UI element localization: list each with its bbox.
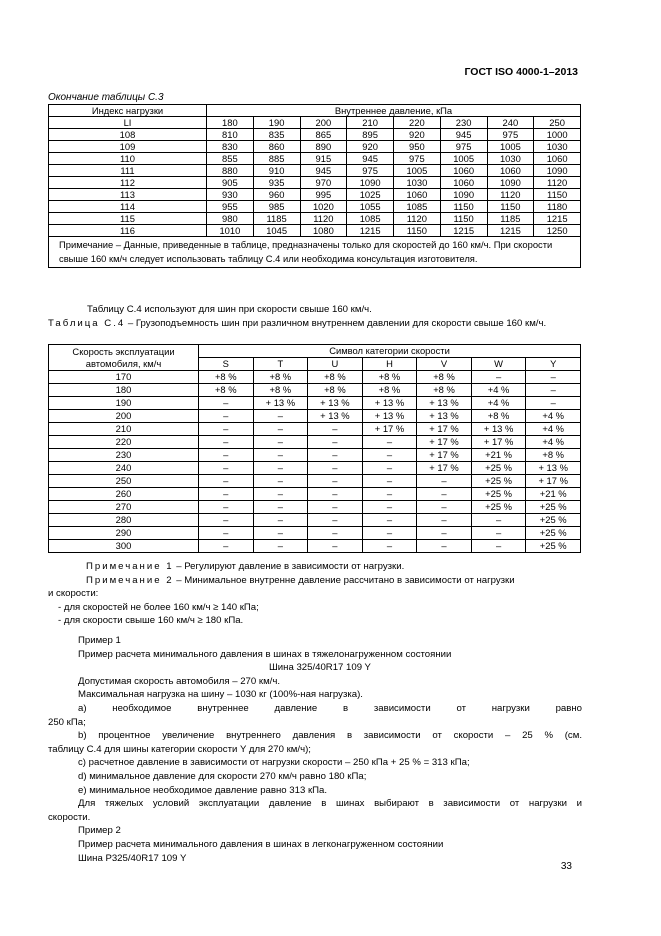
load-value-cell: 1150 (440, 213, 487, 225)
load-value-cell: 1025 (347, 189, 394, 201)
load-value-cell: 1185 (253, 213, 300, 225)
increase-cell: – (199, 501, 254, 514)
increase-cell: +4 % (526, 436, 581, 449)
speed-symbol-header-cell: W (471, 358, 526, 371)
increase-cell: + 17 % (417, 436, 472, 449)
increase-cell: – (199, 410, 254, 423)
increase-cell: +4 % (526, 423, 581, 436)
table-row (49, 225, 581, 237)
pressure-header-cell: 210 (347, 117, 394, 129)
increase-cell: +8 % (417, 384, 472, 397)
increase-cell: +8 % (362, 384, 417, 397)
load-value-cell: 1150 (487, 201, 534, 213)
example-1-step-c: c) расчетное давление в зависимости от нагрузки скорости – 250 кПа + 25 % = 313 кПа; (78, 757, 470, 769)
increase-cell: + 13 % (417, 397, 472, 410)
table-row (49, 423, 581, 436)
table3-caption: Окончание таблицы С.3 (48, 92, 164, 103)
example-1-step-d: d) минимальное давление для скорости 270 км/ч равно 180 кПа; (78, 770, 367, 782)
load-value-cell: 920 (394, 129, 441, 141)
load-pressure-table (48, 104, 581, 268)
load-index-cell: 112 (49, 177, 207, 189)
increase-cell: +8 % (308, 371, 363, 384)
speed-cell: 170 (49, 371, 199, 384)
load-value-cell: 945 (347, 153, 394, 165)
note-bullet-2: - для скорости свыше 160 км/ч ≥ 180 кПа. (58, 615, 244, 627)
load-value-cell: 980 (207, 213, 254, 225)
increase-cell: – (199, 475, 254, 488)
increase-cell: +8 % (417, 371, 472, 384)
speed-cell: 230 (49, 449, 199, 462)
increase-cell: +8 % (308, 384, 363, 397)
example-1-load: Максимальная нагрузка на шину – 1030 кг (100%-ная нагрузка). (78, 689, 363, 701)
load-value-cell: 915 (300, 153, 347, 165)
increase-cell: – (308, 501, 363, 514)
load-value-cell: 1150 (534, 189, 581, 201)
increase-cell: – (253, 475, 308, 488)
col-header-speed-line1: Скорость эксплуатации (72, 345, 175, 357)
increase-cell: +25 % (471, 488, 526, 501)
increase-cell: – (308, 423, 363, 436)
load-value-cell: 1045 (253, 225, 300, 237)
load-value-cell: 1090 (487, 177, 534, 189)
increase-cell: – (417, 488, 472, 501)
example-2-tire: Шина P325/40R17 109 Y (78, 852, 187, 864)
increase-cell: +8 % (471, 410, 526, 423)
increase-cell: +25 % (471, 462, 526, 475)
increase-cell: – (362, 475, 417, 488)
pressure-header-cell: 200 (300, 117, 347, 129)
load-value-cell: 975 (487, 129, 534, 141)
increase-cell: – (526, 384, 581, 397)
load-value-cell: 1080 (300, 225, 347, 237)
load-value-cell: 950 (394, 141, 441, 153)
increase-cell: – (362, 527, 417, 540)
increase-cell: – (308, 449, 363, 462)
load-value-cell: 1060 (440, 165, 487, 177)
example-1-title: Пример 1 (78, 635, 121, 646)
load-value-cell: 1060 (440, 177, 487, 189)
col-header-speed-line2: автомобиля, км/ч (85, 357, 162, 369)
load-value-cell: 1215 (347, 225, 394, 237)
table4-caption-label: Таблица С.4 (48, 318, 126, 329)
load-value-cell: 1215 (487, 225, 534, 237)
increase-cell: + 13 % (526, 462, 581, 475)
load-value-cell: 970 (300, 177, 347, 189)
speed-symbol-header-cell: Y (526, 358, 581, 371)
load-value-cell: 1005 (440, 153, 487, 165)
example-1-step-b-cont: таблицу С.4 для шины категории скорости Y для 270 км/ч); (48, 743, 311, 755)
increase-cell: – (253, 488, 308, 501)
table-row (49, 397, 581, 410)
load-index-cell: 111 (49, 165, 207, 177)
pressure-header-cell: 190 (253, 117, 300, 129)
load-index-cell: 110 (49, 153, 207, 165)
load-value-cell: 1090 (440, 189, 487, 201)
increase-cell: – (526, 371, 581, 384)
table-row (49, 462, 581, 475)
load-value-cell: 905 (207, 177, 254, 189)
table-row (49, 514, 581, 527)
document-header: ГОСТ ISO 4000-1–2013 (464, 66, 578, 78)
table-row (49, 189, 581, 201)
note-1 (48, 560, 582, 574)
load-value-cell: 985 (253, 201, 300, 213)
load-value-cell: 1060 (394, 189, 441, 201)
increase-cell: +8 % (362, 371, 417, 384)
example-1-description: Пример расчета минимального давления в шинах в тяжелонагруженном состоянии (78, 648, 452, 660)
col-header-pressure: Внутреннее давление, кПа (207, 105, 581, 117)
load-value-cell: 895 (347, 129, 394, 141)
load-value-cell: 1120 (487, 189, 534, 201)
load-value-cell: 935 (253, 177, 300, 189)
increase-cell: – (417, 540, 472, 553)
col-header-speed (49, 345, 199, 371)
load-value-cell: 810 (207, 129, 254, 141)
increase-cell: – (308, 436, 363, 449)
increase-cell: – (471, 371, 526, 384)
load-value-cell: 880 (207, 165, 254, 177)
table-row (49, 384, 581, 397)
table-row (49, 201, 581, 213)
increase-cell: – (199, 540, 254, 553)
load-value-cell: 1120 (394, 213, 441, 225)
load-index-cell: 116 (49, 225, 207, 237)
increase-cell: + 17 % (471, 436, 526, 449)
speed-symbol-header-cell: S (199, 358, 254, 371)
load-value-cell: 1090 (534, 165, 581, 177)
increase-cell: +25 % (526, 540, 581, 553)
speed-cell: 190 (49, 397, 199, 410)
pressure-header-cell: 250 (534, 117, 581, 129)
example-2-description: Пример расчета минимального давления в шинах в легконагруженном состоянии (78, 838, 444, 850)
increase-cell: +4 % (471, 397, 526, 410)
example-1-step-a-cont: 250 кПа; (48, 716, 86, 728)
load-value-cell: 1005 (487, 141, 534, 153)
speed-symbol-header-cell: V (417, 358, 472, 371)
example-1-block (48, 634, 582, 865)
increase-cell: – (253, 423, 308, 436)
increase-cell: – (471, 514, 526, 527)
increase-cell: – (308, 462, 363, 475)
increase-cell: + 17 % (362, 423, 417, 436)
table-row (49, 213, 581, 225)
load-value-cell: 920 (347, 141, 394, 153)
notes-block (48, 560, 582, 628)
increase-cell: – (417, 514, 472, 527)
increase-cell: +8 % (199, 384, 254, 397)
increase-cell: – (199, 397, 254, 410)
increase-cell: +25 % (471, 475, 526, 488)
increase-cell: – (308, 475, 363, 488)
increase-cell: – (471, 527, 526, 540)
load-index-cell: 114 (49, 201, 207, 213)
increase-cell: +4 % (526, 410, 581, 423)
table-row (49, 449, 581, 462)
example-1-tire: Шина 325/40R17 109 Y (269, 662, 371, 674)
increase-cell: – (253, 540, 308, 553)
pressure-header-cell: 180 (207, 117, 254, 129)
increase-cell: + 13 % (308, 410, 363, 423)
load-value-cell: 1000 (534, 129, 581, 141)
load-value-cell: 885 (253, 153, 300, 165)
col-header-li: LI (49, 117, 207, 129)
increase-cell: + 13 % (253, 397, 308, 410)
increase-cell: + 17 % (417, 423, 472, 436)
load-value-cell: 960 (253, 189, 300, 201)
increase-cell: – (199, 423, 254, 436)
increase-cell: – (253, 410, 308, 423)
speed-cell: 280 (49, 514, 199, 527)
increase-cell: – (199, 514, 254, 527)
speed-cell: 210 (49, 423, 199, 436)
speed-cell: 250 (49, 475, 199, 488)
speed-cell: 180 (49, 384, 199, 397)
load-index-cell: 108 (49, 129, 207, 141)
load-value-cell: 1120 (300, 213, 347, 225)
load-value-cell: 1215 (440, 225, 487, 237)
table-row (49, 371, 581, 384)
increase-cell: – (199, 449, 254, 462)
table-row (49, 436, 581, 449)
note-2-label: Примечание 2 (86, 574, 174, 586)
load-value-cell: 1215 (534, 213, 581, 225)
paragraph-c4-usage: Таблицу С.4 используют для шин при скорости свыше 160 км/ч. (87, 304, 372, 315)
increase-cell: – (308, 540, 363, 553)
note-2-text: – Минимальное внутренне давление рассчитано в зависимости от нагрузки (173, 574, 515, 586)
speed-cell: 300 (49, 540, 199, 553)
load-value-cell: 955 (207, 201, 254, 213)
note-1-text: – Регулируют давление в зависимости от нагрузки. (173, 561, 405, 572)
pressure-header-cell: 230 (440, 117, 487, 129)
table-row (49, 165, 581, 177)
load-value-cell: 890 (300, 141, 347, 153)
load-value-cell: 1085 (347, 213, 394, 225)
load-value-cell: 975 (394, 153, 441, 165)
increase-cell: +8 % (526, 449, 581, 462)
increase-cell: – (308, 514, 363, 527)
load-value-cell: 1180 (534, 201, 581, 213)
speed-cell: 290 (49, 527, 199, 540)
load-value-cell: 910 (253, 165, 300, 177)
note-1-label: Примечание 1 (86, 561, 174, 572)
increase-cell: – (417, 527, 472, 540)
increase-cell: + 13 % (362, 397, 417, 410)
increase-cell: – (362, 462, 417, 475)
increase-cell: + 17 % (526, 475, 581, 488)
load-value-cell: 975 (440, 141, 487, 153)
increase-cell: – (253, 501, 308, 514)
increase-cell: +4 % (471, 384, 526, 397)
pressure-header-cell: 220 (394, 117, 441, 129)
increase-cell: – (362, 436, 417, 449)
increase-cell: +25 % (471, 501, 526, 514)
table3-note: Примечание – Данные, приведенные в таблице, предназначены только для скоростей до 160 км/ч. При скорости свыше 160 км/ч следует использовать таблицу С.4 или необходима консультация изготовителя. (49, 237, 581, 268)
increase-cell: + 13 % (417, 410, 472, 423)
increase-cell: +21 % (471, 449, 526, 462)
col-header-load-index: Индекс нагрузки (49, 105, 207, 117)
table-row (49, 410, 581, 423)
load-value-cell: 930 (207, 189, 254, 201)
table-row (49, 129, 581, 141)
increase-cell: +8 % (199, 371, 254, 384)
load-value-cell: 1250 (534, 225, 581, 237)
increase-cell: + 13 % (471, 423, 526, 436)
increase-cell: – (253, 527, 308, 540)
pressure-header-cell: 240 (487, 117, 534, 129)
load-value-cell: 860 (253, 141, 300, 153)
table-row (49, 488, 581, 501)
load-value-cell: 1120 (534, 177, 581, 189)
load-value-cell: 995 (300, 189, 347, 201)
heavy-conditions-text: Для тяжелых условий эксплуатации давление в шинах выбирают в зависимости от нагрузки и (78, 798, 582, 810)
increase-cell: +8 % (253, 384, 308, 397)
load-value-cell: 830 (207, 141, 254, 153)
increase-cell: – (308, 527, 363, 540)
increase-cell: – (253, 436, 308, 449)
load-value-cell: 1030 (394, 177, 441, 189)
load-value-cell: 1030 (487, 153, 534, 165)
increase-cell: – (199, 462, 254, 475)
table-row (49, 501, 581, 514)
increase-cell: +21 % (526, 488, 581, 501)
speed-cell: 240 (49, 462, 199, 475)
col-header-symbol: Символ категории скорости (199, 345, 581, 358)
example-1-step-b: b) процентное увеличение внутреннего давления в зависимости от скорости – 25 % (см. (78, 730, 582, 742)
speed-cell: 270 (49, 501, 199, 514)
page-number: 33 (560, 861, 572, 872)
example-2-title: Пример 2 (78, 825, 121, 837)
increase-cell: – (253, 514, 308, 527)
load-value-cell: 1090 (347, 177, 394, 189)
table-row (49, 141, 581, 153)
increase-cell: – (417, 501, 472, 514)
table4-caption-text: – Грузоподъемность шин при различном внутреннем давлении для скорости свыше 160 км/ч. (125, 318, 547, 329)
speed-symbol-header-cell: T (253, 358, 308, 371)
increase-cell: + 13 % (308, 397, 363, 410)
load-value-cell: 1005 (394, 165, 441, 177)
increase-cell: – (308, 488, 363, 501)
table-row (49, 527, 581, 540)
load-value-cell: 1060 (487, 165, 534, 177)
increase-cell: + 17 % (417, 462, 472, 475)
increase-cell: – (362, 540, 417, 553)
increase-cell: – (362, 449, 417, 462)
speed-cell: 220 (49, 436, 199, 449)
load-value-cell: 1030 (534, 141, 581, 153)
increase-cell: – (362, 488, 417, 501)
increase-cell: – (253, 449, 308, 462)
example-1-speed: Допустимая скорость автомобиля – 270 км/ч. (78, 675, 281, 687)
load-value-cell: 855 (207, 153, 254, 165)
table-row (49, 475, 581, 488)
increase-cell: – (253, 462, 308, 475)
table-row (49, 540, 581, 553)
increase-cell: + 13 % (362, 410, 417, 423)
load-value-cell: 1185 (487, 213, 534, 225)
load-value-cell: 1010 (207, 225, 254, 237)
increase-cell: – (417, 475, 472, 488)
note-2-continuation: и скорости: (48, 588, 99, 600)
increase-cell: – (471, 540, 526, 553)
load-index-cell: 115 (49, 213, 207, 225)
load-value-cell: 945 (440, 129, 487, 141)
load-value-cell: 865 (300, 129, 347, 141)
example-1-step-e: e) минимальное необходимое давление равно 313 кПа. (78, 784, 328, 796)
load-index-cell: 109 (49, 141, 207, 153)
speed-cell: 200 (49, 410, 199, 423)
example-1-step-a: а) необходимое внутреннее давление в зависимости от нагрузки равно (78, 702, 582, 714)
load-value-cell: 1020 (300, 201, 347, 213)
increase-cell: +25 % (526, 514, 581, 527)
increase-cell: – (199, 436, 254, 449)
load-value-cell: 1150 (440, 201, 487, 213)
load-value-cell: 835 (253, 129, 300, 141)
speed-category-table (48, 344, 581, 553)
increase-cell: +8 % (253, 371, 308, 384)
increase-cell: +25 % (526, 501, 581, 514)
increase-cell: – (362, 501, 417, 514)
load-value-cell: 975 (347, 165, 394, 177)
speed-symbol-header-cell: H (362, 358, 417, 371)
note-2 (48, 574, 582, 588)
increase-cell: – (526, 397, 581, 410)
heavy-conditions-cont: скорости. (48, 811, 91, 823)
load-value-cell: 1085 (394, 201, 441, 213)
table-row (49, 153, 581, 165)
increase-cell: +25 % (526, 527, 581, 540)
speed-cell: 260 (49, 488, 199, 501)
load-index-cell: 113 (49, 189, 207, 201)
increase-cell: – (362, 514, 417, 527)
increase-cell: + 17 % (417, 449, 472, 462)
table-row (49, 177, 581, 189)
load-value-cell: 945 (300, 165, 347, 177)
note-bullet-1: - для скоростей не более 160 км/ч ≥ 140 кПа; (58, 601, 259, 613)
load-value-cell: 1055 (347, 201, 394, 213)
table4-caption (48, 317, 588, 331)
load-value-cell: 1150 (394, 225, 441, 237)
increase-cell: – (199, 488, 254, 501)
increase-cell: – (199, 527, 254, 540)
load-value-cell: 1060 (534, 153, 581, 165)
speed-symbol-header-cell: U (308, 358, 363, 371)
